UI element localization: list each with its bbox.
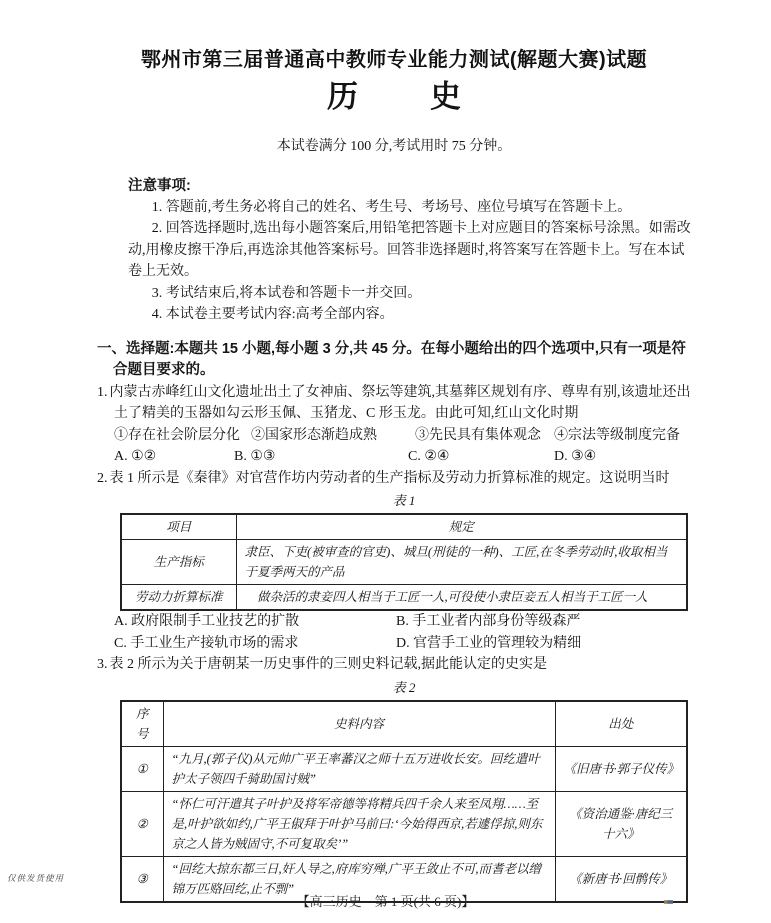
notice-section	[128, 175, 691, 326]
suboption-4: ④宗法等级制度完备	[554, 427, 680, 443]
table-1-row2-text: 做杂活的隶妾四人相当于工匠一人,可役使小隶臣妾五人相当于工匠一人	[236, 585, 687, 611]
notice-item-2: 2. 回答选择题时,选出每小题答案后,用铅笔把答题卡上对应题目的答案标号涂黑。如需改动,用橡皮擦干净后,再选涂其他答案标号。回答非选择题时,将答案写在答题卡上。写在本试卷上无效。	[128, 221, 691, 279]
notice-item-1: 1. 答题前,考生务必将自己的姓名、考生号、考场号、座位号填写在答题卡上。	[151, 199, 632, 215]
table-2-header-content: 史料内容	[163, 701, 555, 747]
table-row	[121, 791, 687, 856]
table-row	[121, 701, 687, 747]
distribution-watermark: 仅供发货使用	[7, 873, 65, 883]
table-row	[121, 746, 687, 791]
question-2-choices-row2	[114, 633, 691, 655]
table-2	[120, 700, 688, 903]
notice-item-3: 3. 考试结束后,将本试卷和答题卡一并交回。	[151, 285, 422, 301]
table-2-header-source: 出处	[555, 701, 687, 747]
question-2-choices-row1	[114, 611, 691, 633]
table-2-caption: 表 2	[392, 679, 416, 695]
table-2-row3-content: “回纥大掠东都三日,奸人导之,府库穷殚,广平王敛止不可,而耆老以缯锦万匹赂回纥,止不剽”	[163, 856, 555, 902]
table-2-row2-source: 《资治通鉴·唐纪三十六》	[555, 791, 687, 856]
question-3-stem	[97, 654, 691, 676]
table-2-header-num: 序号	[121, 701, 163, 747]
question-2-number: 2.	[97, 470, 108, 486]
choice-b: B. 手工业者内部身份等级森严	[396, 614, 581, 629]
table-1-caption: 表 1	[392, 493, 416, 508]
question-1-text: 内蒙古赤峰红山文化遗址出土了女神庙、祭坛等建筑,其墓葬区规划有序、尊卑有别,该遗址还出土了精美的玉器如勾云形玉佩、玉猪龙、C 形玉龙。由此可知,红山文化时期	[109, 384, 691, 421]
choice-c: C. ②④	[408, 449, 450, 464]
table-row	[121, 585, 687, 611]
table-1	[120, 513, 688, 611]
suboption-2: ②国家形态渐趋成熟	[251, 427, 377, 443]
page-content	[97, 0, 691, 903]
question-3-text: 表 2 所示为关于唐朝某一历史事件的三则史料记载,据此能认定的史实是	[109, 657, 547, 672]
subject-char-2: 史	[430, 79, 461, 114]
table-2-row2-num: ②	[121, 791, 163, 856]
table-row	[121, 540, 687, 585]
table-2-row3-source: 《新唐书·回鹘传》	[555, 856, 687, 902]
table-1-header-item: 项目	[121, 514, 236, 540]
choice-d: D. 官营手工业的管理较为精细	[396, 635, 582, 651]
choice-d: D. ③④	[554, 449, 597, 464]
page-footer: 【高三历史 第 1 页(共 6 页)】	[296, 894, 475, 909]
table-2-row1-num: ①	[121, 746, 163, 791]
question-1-stem	[97, 382, 691, 425]
question-1-number: 1.	[97, 384, 108, 400]
suboption-3: ③先民具有集体观念	[415, 427, 541, 443]
table-2-row1-source: 《旧唐书·郭子仪传》	[555, 746, 687, 791]
section-1-heading: 一、选择题:本题共 15 小题,每小题 3 分,共 45 分。在每小题给出的四个选项中,只有一项是符合题目要求的。	[97, 340, 686, 378]
suboption-1: ①存在社会阶层分化	[114, 427, 240, 443]
choice-c: C. 手工业生产接轨市场的需求	[114, 635, 299, 651]
exam-title: 鄂州市第三届普通高中教师专业能力测试(解题大赛)试题	[140, 49, 648, 71]
table-2-row2-content: “怀仁可汗遣其子叶护及将军帝德等将精兵四千余人来至凤翔……至是,叶护欲如约,广平王俶拜于叶护马前曰:‘今始得西京,若遽俘掠,则东京之人皆为贼固守,不可复取矣’”	[163, 791, 555, 856]
choice-b: B. ①③	[234, 449, 276, 464]
notice-item-4: 4. 本试卷主要考试内容:高考全部内容。	[151, 307, 394, 322]
question-2-stem	[97, 468, 691, 490]
table-1-row1-text: 隶臣、下吏(被审查的官吏)、城旦(刑徒的一种)、工匠,在冬季劳动时,收取相当于夏季两天的产品	[236, 540, 687, 585]
question-2-text: 表 1 所示是《秦律》对官营作坊内劳动者的生产指标及劳动力折算标准的规定。这说明当时	[109, 470, 670, 486]
subject-title	[97, 80, 691, 114]
table-1-row1-label: 生产指标	[121, 540, 236, 585]
subject-char-1: 历	[327, 79, 358, 114]
exam-info-line: 本试卷满分 100 分,考试用时 75 分钟。	[276, 139, 512, 154]
table-2-row1-content: “九月,(郭子仪)从元帅广平王率蕃汉之师十五万进收长安。回纥遣叶护太子领四千骑助国讨贼”	[163, 746, 555, 791]
choice-a: A. 政府限制手工业技艺的扩散	[114, 614, 300, 629]
table-2-row3-num: ③	[121, 856, 163, 902]
print-artifact-mark	[664, 900, 673, 904]
notice-heading: 注意事项:	[128, 177, 191, 194]
table-1-header-rule: 规定	[236, 514, 687, 540]
table-row	[121, 514, 687, 540]
choice-a: A. ①②	[114, 449, 157, 464]
question-1-choices	[114, 446, 691, 468]
question-1-suboptions	[114, 425, 691, 447]
table-1-row2-label: 劳动力折算标准	[121, 585, 236, 611]
question-3-number: 3.	[97, 657, 108, 672]
